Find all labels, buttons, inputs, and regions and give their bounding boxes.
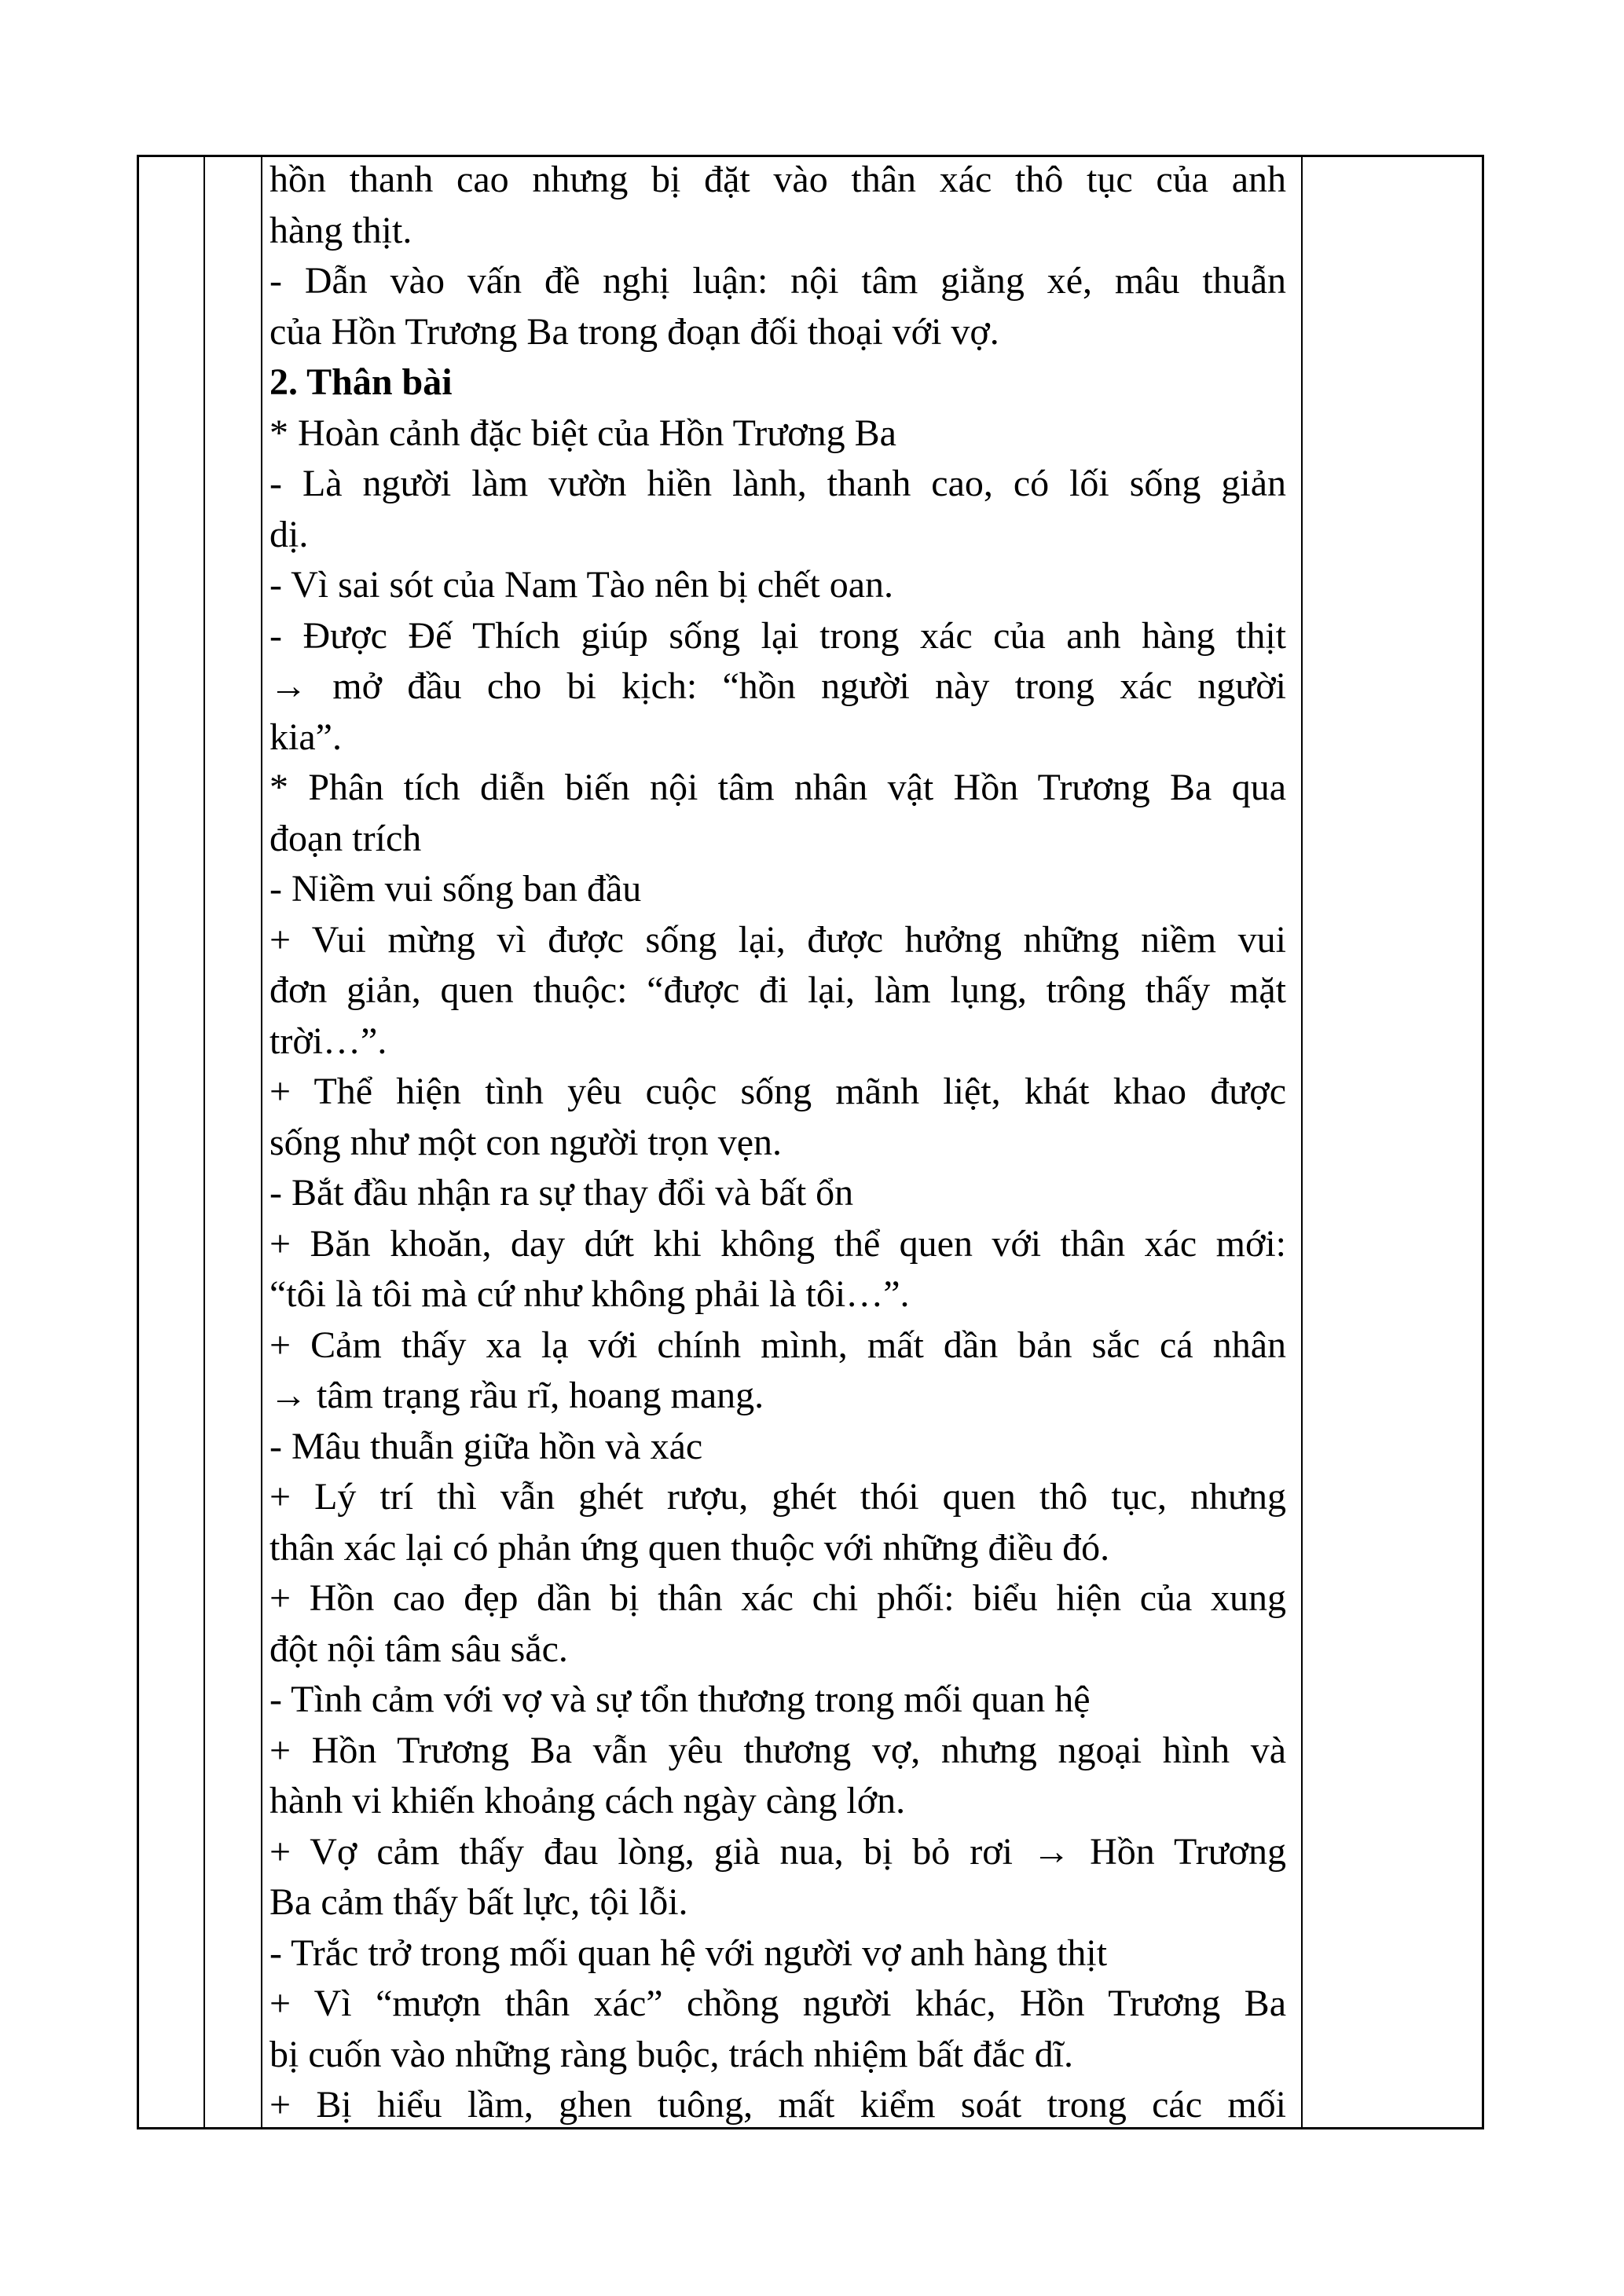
text-line: bị cuốn vào những ràng buộc, trách nhiệm bất đắc dĩ.	[269, 2033, 1074, 2075]
paragraph	[269, 1928, 1286, 1979]
text-line: + Bị hiểu lầm, ghen tuông, mất kiểm soát trong các mối	[269, 2084, 1286, 2126]
text-line: đột nội tâm sâu sắc.	[269, 1628, 568, 1670]
text-line: - Tình cảm với vợ và sự tổn thương trong mối quan hệ	[269, 1679, 1091, 1720]
paragraph	[269, 155, 1286, 256]
text-line: 2. Thân bài	[269, 361, 453, 403]
paragraph	[269, 1472, 1286, 1573]
paragraph	[269, 611, 1286, 764]
text-line: * Phân tích diễn biến nội tâm nhân vật Hồn Trương Ba qua	[269, 767, 1286, 808]
text-line: - Bắt đầu nhận ra sự thay đổi và bất ổn	[269, 1172, 854, 1214]
text-line: của Hồn Trương Ba trong đoạn đối thoại với vợ.	[269, 310, 999, 353]
text-line: hành vi khiến khoảng cách ngày càng lớn.	[269, 1780, 906, 1822]
text-line: dị.	[269, 513, 309, 555]
text-line: - Trắc trở trong mối quan hệ với người vợ anh hàng thịt	[269, 1932, 1108, 1974]
paragraph	[269, 1219, 1286, 1320]
text-line: - Là người làm vườn hiền lành, thanh cao, có lối sống giản	[269, 463, 1286, 504]
paragraph	[269, 1827, 1286, 1928]
text-line: → mở đầu cho bi kịch: “hồn người này trong xác người	[269, 665, 1286, 707]
text-line: + Hồn cao đẹp dần bị thân xác chi phối: biểu hiện của xung	[269, 1577, 1286, 1619]
paragraph	[269, 1726, 1286, 1827]
text-line: đoạn trích	[269, 817, 422, 859]
text-line: kia”.	[269, 716, 342, 758]
text-line: - Mâu thuẫn giữa hồn và xác	[269, 1425, 703, 1467]
paragraph	[269, 1573, 1286, 1675]
text-line: + Vì “mượn thân xác” chồng người khác, Hồn Trương Ba	[269, 1983, 1286, 2024]
paragraph	[269, 1979, 1286, 2080]
text-line: - Niềm vui sống ban đầu	[269, 868, 642, 910]
paragraph	[269, 408, 1286, 460]
paragraph	[269, 1320, 1286, 1422]
content-cell	[269, 155, 1286, 2131]
paragraph	[269, 1675, 1286, 1726]
text-line: + Hồn Trương Ba vẫn yêu thương vợ, nhưng ngoại hình và	[269, 1729, 1286, 1771]
text-line: + Cảm thấy xa lạ với chính mình, mất dần bản sắc cá nhân	[269, 1324, 1286, 1366]
paragraph	[269, 459, 1286, 560]
text-line: + Lý trí thì vẫn ghét rượu, ghét thói quen thô tục, nhưng	[269, 1476, 1286, 1518]
paragraph	[269, 2080, 1286, 2131]
text-line: hồn thanh cao nhưng bị đặt vào thân xác thô tục của anh	[269, 159, 1286, 200]
paragraph	[269, 1067, 1286, 1168]
column-divider	[1301, 157, 1303, 2127]
text-line: thân xác lại có phản ứng quen thuộc với những điều đó.	[269, 1526, 1110, 1569]
column-divider	[261, 157, 262, 2127]
text-line: - Được Đế Thích giúp sống lại trong xác của anh hàng thịt	[269, 614, 1286, 657]
paragraph	[269, 560, 1286, 611]
text-line: hàng thịt.	[269, 209, 412, 251]
text-line: sống như một con người trọn vẹn.	[269, 1121, 783, 1163]
text-line: trời…”.	[269, 1020, 387, 1062]
text-line: đơn giản, quen thuộc: “được đi lại, làm lụng, trông thấy mặt	[269, 969, 1286, 1011]
text-line: + Băn khoăn, day dứt khi không thể quen với thân xác mới:	[269, 1222, 1286, 1265]
paragraph	[269, 1422, 1286, 1473]
text-line: - Vì sai sót của Nam Tào nên bị chết oan.	[269, 564, 894, 606]
text-line: → tâm trạng rầu rĩ, hoang mang.	[269, 1375, 764, 1416]
section-heading	[269, 357, 1286, 408]
text-line: “tôi là tôi mà cứ như không phải là tôi…”.	[269, 1273, 910, 1315]
text-line: + Thể hiện tình yêu cuộc sống mãnh liệt, khát khao được	[269, 1071, 1286, 1112]
paragraph	[269, 256, 1286, 357]
paragraph	[269, 1168, 1286, 1219]
text-line: Ba cảm thấy bất lực, tội lỗi.	[269, 1881, 688, 1923]
column-divider	[203, 157, 205, 2127]
text-line: + Vui mừng vì được sống lại, được hưởng những niềm vui	[269, 918, 1286, 961]
text-line: * Hoàn cảnh đặc biệt của Hồn Trương Ba	[269, 412, 896, 454]
paragraph	[269, 915, 1286, 1067]
text-line: - Dẫn vào vấn đề nghị luận: nội tâm giằng xé, mâu thuẫn	[269, 260, 1286, 302]
text-line: + Vợ cảm thấy đau lòng, già nua, bị bỏ rơi → Hồn Trương	[269, 1830, 1286, 1873]
paragraph	[269, 763, 1286, 864]
paragraph	[269, 864, 1286, 915]
